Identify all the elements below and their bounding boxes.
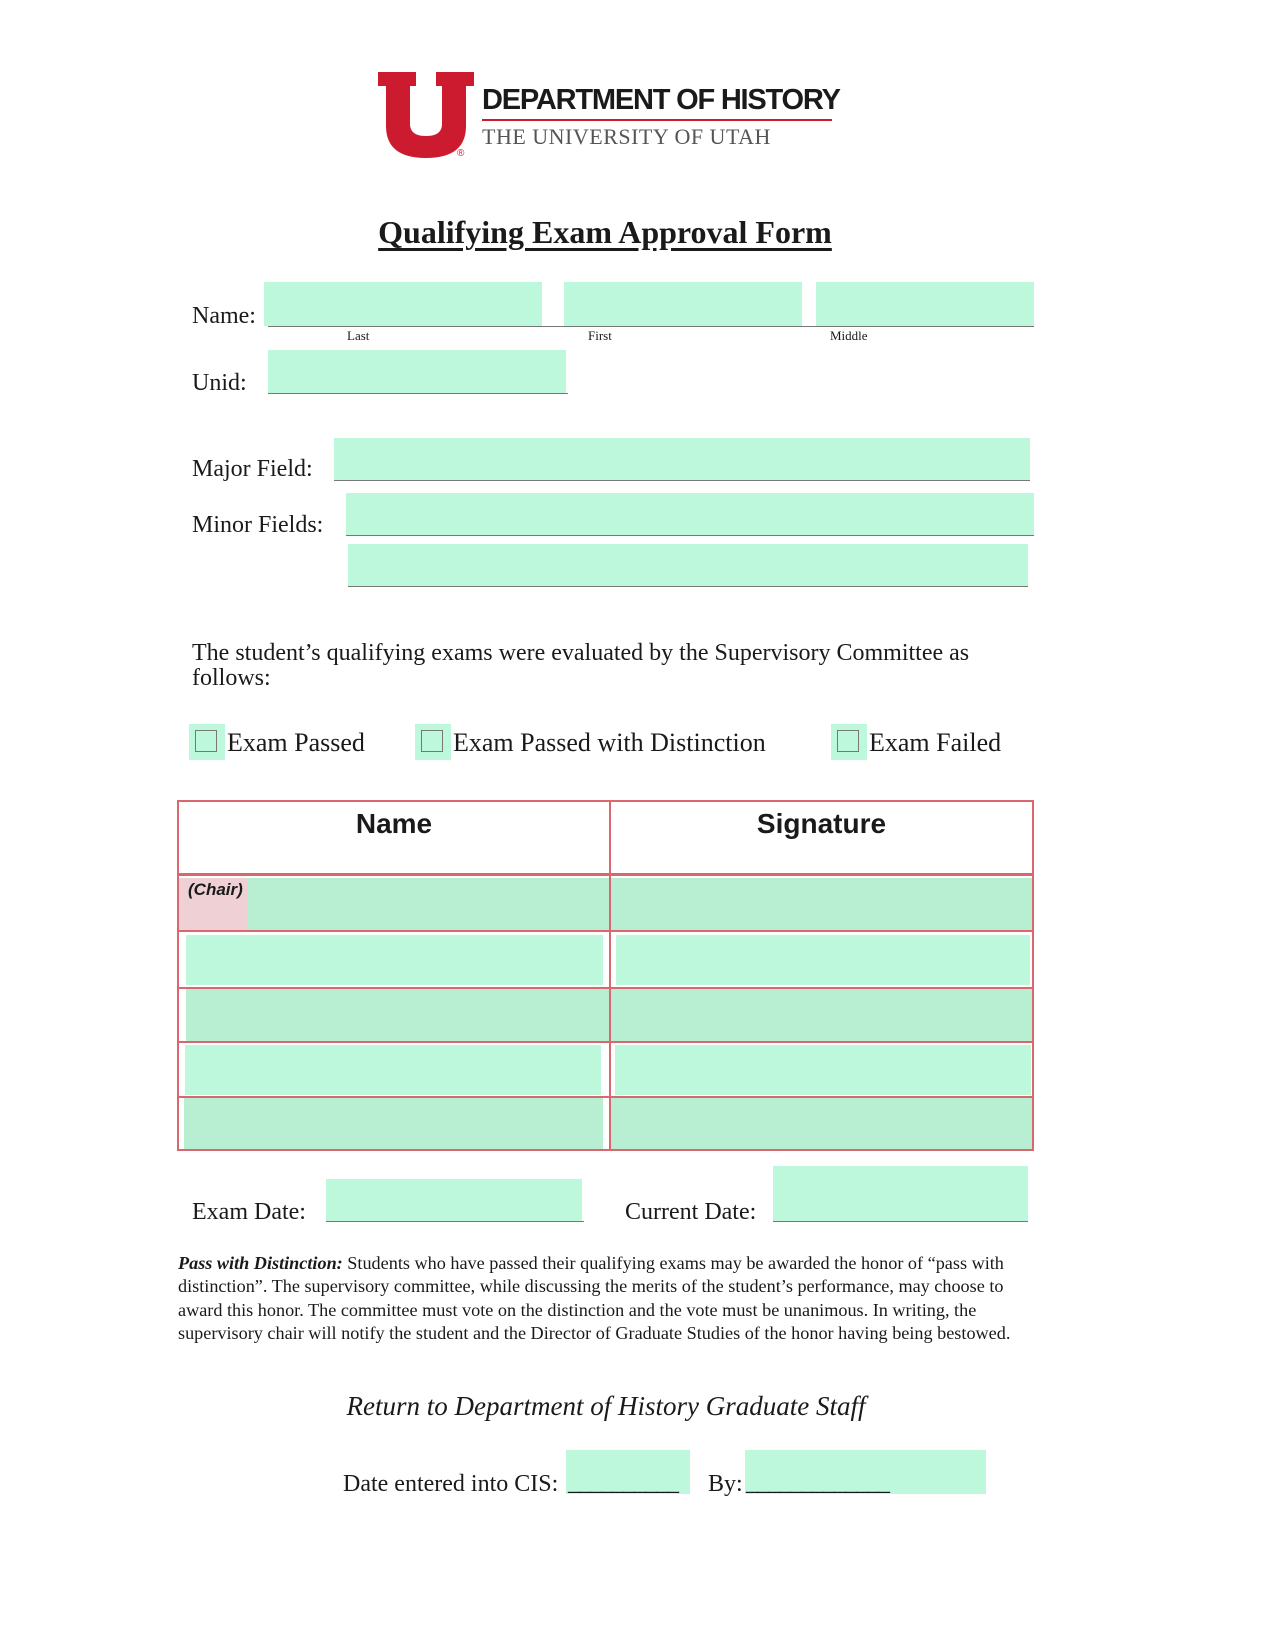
name-label: Name:	[192, 303, 256, 329]
department-name: DEPARTMENT OF HISTORY	[482, 84, 840, 116]
minor-field-1-input[interactable]	[346, 493, 1034, 535]
name-underline	[268, 326, 1034, 327]
return-instruction: Return to Department of History Graduate Staff	[346, 1391, 866, 1421]
chair-tag-text: (Chair)	[188, 880, 243, 899]
by-blank: _____________	[746, 1470, 889, 1496]
unid-field[interactable]	[268, 350, 566, 394]
exam-date-field[interactable]	[326, 1179, 582, 1222]
middle-name-caption: Middle	[830, 328, 868, 343]
member-signature-field[interactable]	[616, 935, 1030, 985]
row-rule	[179, 930, 1032, 932]
minor-2-underline	[348, 586, 1028, 587]
checkbox-box-icon	[837, 730, 859, 752]
exam-passed-distinction-checkbox[interactable]	[415, 724, 451, 760]
checkbox-box-icon	[195, 730, 217, 752]
minor-1-underline	[346, 535, 1034, 536]
exam-date-label: Exam Date:	[192, 1199, 306, 1225]
first-name-caption: First	[588, 328, 612, 343]
middle-name-field[interactable]	[816, 282, 1034, 326]
member-signature-field[interactable]	[611, 989, 1032, 1041]
unid-underline	[268, 393, 568, 394]
checkbox-box-icon	[421, 730, 443, 752]
committee-table	[177, 800, 1034, 1151]
member-name-field[interactable]	[186, 935, 603, 985]
distinction-note-heading: Pass with Distinction:	[178, 1253, 343, 1273]
exam-passed-checkbox[interactable]	[189, 724, 225, 760]
member-name-field[interactable]	[184, 1098, 603, 1149]
first-name-field[interactable]	[564, 282, 802, 326]
signature-column-header: Signature	[756, 808, 887, 839]
exam-passed-distinction-label: Exam Passed with Distinction	[453, 728, 766, 757]
registered-mark: ®	[457, 148, 465, 159]
minor-field-2-input[interactable]	[348, 544, 1028, 586]
current-date-field[interactable]	[773, 1166, 1028, 1222]
logo	[378, 72, 474, 160]
major-field-label: Major Field:	[192, 456, 313, 482]
member-signature-field[interactable]	[615, 1045, 1031, 1095]
exam-failed-label: Exam Failed	[869, 728, 1002, 757]
by-label: By:	[708, 1471, 743, 1497]
row-rule	[179, 1041, 1032, 1043]
logo-divider	[482, 119, 832, 121]
cis-date-blank: __________	[568, 1470, 678, 1496]
major-field-input[interactable]	[334, 438, 1030, 480]
university-u-logo-icon	[378, 72, 474, 160]
chair-signature-field[interactable]	[611, 878, 1032, 930]
form-title: Qualifying Exam Approval Form	[378, 214, 832, 250]
table-header-rule	[179, 873, 1032, 876]
exam-failed-checkbox[interactable]	[831, 724, 867, 760]
member-name-field[interactable]	[186, 989, 609, 1041]
name-column-header: Name	[355, 808, 433, 839]
member-signature-field[interactable]	[611, 1098, 1032, 1149]
last-name-field[interactable]	[264, 282, 542, 326]
distinction-note	[178, 1252, 1038, 1346]
evaluation-statement: The student’s qualifying exams were evaluated by the Supervisory Committee as follows:	[192, 640, 970, 691]
current-date-underline	[773, 1221, 1028, 1222]
university-name: THE UNIVERSITY OF UTAH	[482, 124, 771, 149]
major-underline	[334, 480, 1030, 481]
unid-label: Unid:	[192, 370, 247, 396]
member-name-field[interactable]	[185, 1045, 601, 1095]
last-name-caption: Last	[347, 328, 370, 343]
exam-date-underline	[326, 1221, 584, 1222]
current-date-label: Current Date:	[625, 1199, 757, 1225]
cis-date-label: Date entered into CIS:	[343, 1471, 559, 1497]
minor-fields-label: Minor Fields:	[192, 512, 324, 538]
distinction-note-body: Students who have passed their qualifying exams may be awarded the honor of “pass with distinction”. The supervisory committee, while discussing the merits of the student’s performance, may choose to award this honor. The committee must vote on the distinction and the vote must be unanimous. In writing, the supervisory chair will notify the student and the Director of Graduate Studies of the honor having being bestowed.	[178, 1253, 1011, 1344]
exam-passed-label: Exam Passed	[227, 728, 365, 757]
